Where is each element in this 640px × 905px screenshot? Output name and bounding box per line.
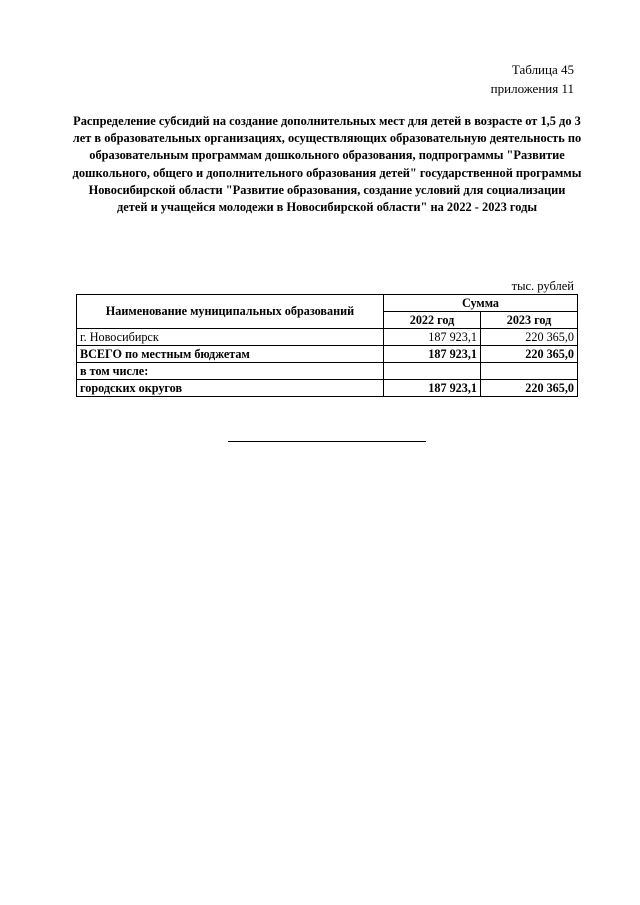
row-value-2023 [481, 363, 578, 380]
table-row [77, 329, 578, 346]
subsidy-table [76, 294, 578, 397]
table-row-total [77, 346, 578, 363]
column-header-sum: Сумма [384, 295, 578, 312]
units-label: тыс. рублей [511, 279, 574, 293]
row-value-2022 [384, 363, 481, 380]
row-value-2022: 187 923,1 [384, 380, 481, 397]
column-header-2023: 2023 год [481, 312, 578, 329]
document-title: Распределение субсидий на создание дополнительных мест для детей в возрасте от 1,5 до 3 лет в образовательных организациях, осуществляющих образовательную деятельность по образовательным программам дошкольного образования, подпрограммы "Развитие дошкольного, общего и дополнительного образования детей" государственной программы Новосибирской области "Развитие образования, создание условий для социализации детей и учащейся молодежи в Новосибирской области" на 2022 - 2023 годы [72, 114, 582, 215]
row-name: г. Новосибирск [77, 329, 384, 346]
row-name: городских округов [77, 380, 384, 397]
table-row-city-districts [77, 380, 578, 397]
row-value-2023: 220 365,0 [481, 380, 578, 397]
appendix-reference: приложения 11 [490, 81, 574, 96]
table-row-including [77, 363, 578, 380]
column-header-name: Наименование муниципальных образований [77, 295, 384, 329]
table-number: Таблица 45 [511, 62, 574, 77]
row-name: ВСЕГО по местным бюджетам [77, 346, 384, 363]
row-value-2022: 187 923,1 [384, 346, 481, 363]
table-reference [491, 60, 574, 98]
row-value-2023: 220 365,0 [481, 346, 578, 363]
row-value-2022: 187 923,1 [384, 329, 481, 346]
column-header-2022: 2022 год [384, 312, 481, 329]
row-name: в том числе: [77, 363, 384, 380]
closing-divider [228, 441, 426, 442]
row-value-2023: 220 365,0 [481, 329, 578, 346]
